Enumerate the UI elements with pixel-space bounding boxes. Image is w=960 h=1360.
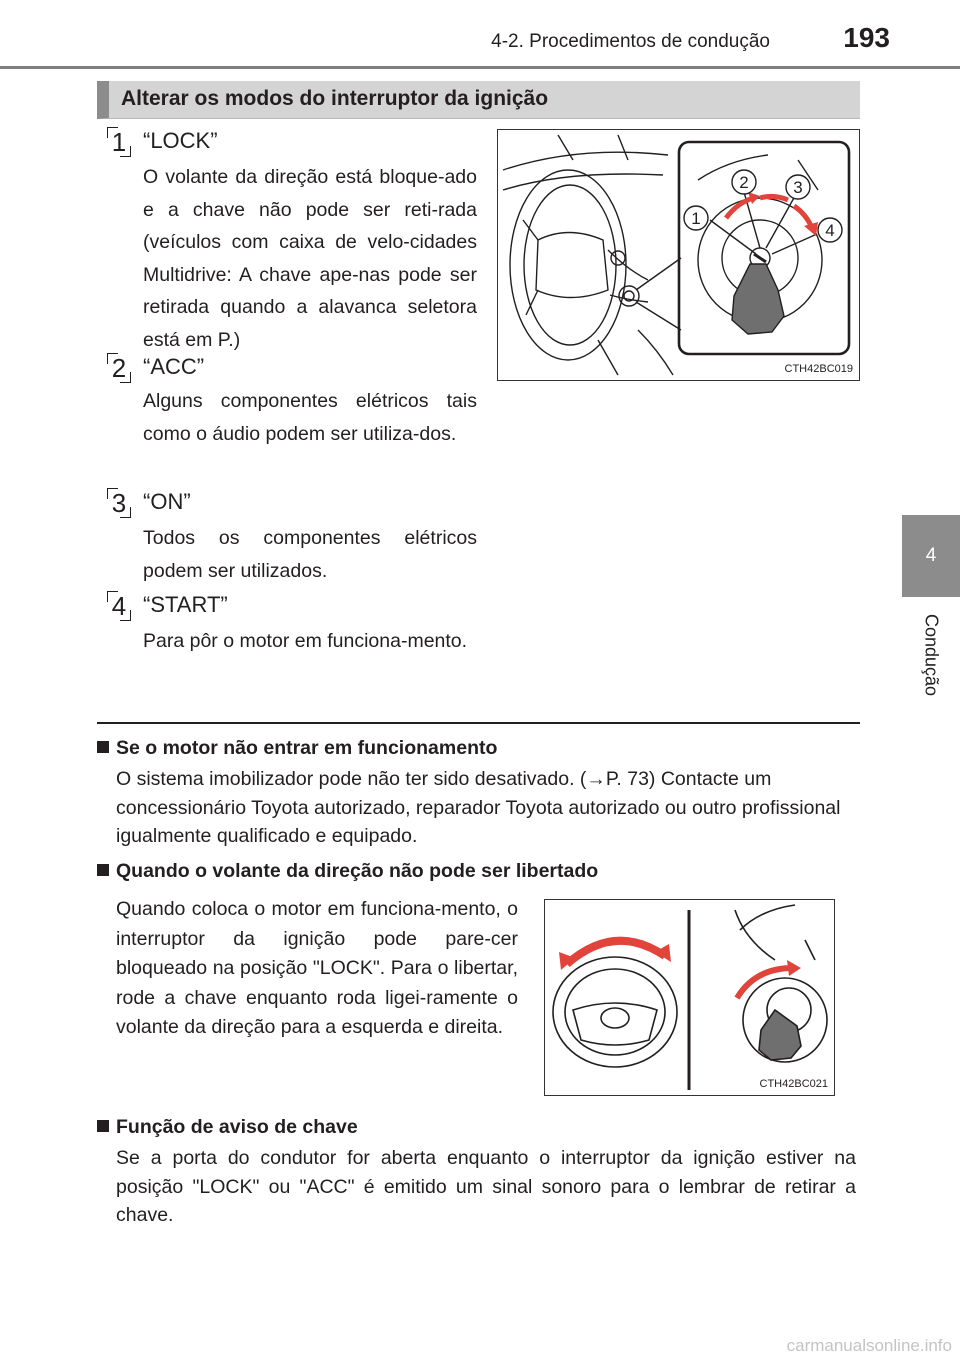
callout-4: 4 [825,221,835,240]
section-title: Alterar os modos do interruptor da ignição [121,87,549,110]
item-number-marker: 4 [107,591,131,621]
item-body-lock: O volante da direção está bloque-ado e a chave não pode ser reti-rada (veículos com caixa de velo-cidades Multidrive: A chave ape-nas pode ser retirada quando a alavanca seletora está em P.) [143,166,477,351]
note-body: Se a porta do condutor for aberta enquanto o interruptor da ignição estiver na posição "LOCK" ou "ACC" é emitido um sinal sonoro para o lembrar de retirar a chave. [116,1147,856,1226]
section-divider [97,722,860,724]
chapter-number: 4 [925,545,937,566]
note-heading [97,1116,358,1139]
chapter-label-text: Condução [921,613,942,697]
note-heading-text: Quando o volante da direção não pode ser libertado [116,860,599,882]
item-number-marker: 3 [107,488,131,518]
square-bullet-icon [97,741,109,753]
note-heading [97,737,497,760]
header-rule [0,66,960,69]
callout-3: 3 [793,178,803,197]
chapter-tab [902,515,960,597]
item-number-marker: 2 [107,353,131,383]
note-body: O sistema imobilizador pode não ter sido desativado. (→P. 73) Contacte um concessionário Toyota autorizado, reparador Toyota autorizado ou outro profissional igualmente qualificado e equipado. [116,768,841,847]
item-title-on: “ON” [143,489,191,514]
ignition-switch-figure [497,129,860,381]
item-title-lock: “LOCK” [143,128,218,153]
figure-code: CTH42BC021 [759,1078,828,1090]
note-heading [97,860,598,883]
square-bullet-icon [97,1120,109,1132]
note-heading-text: Função de aviso de chave [116,1116,358,1138]
header-section-title: 4-2. Procedimentos de condução [491,31,770,52]
square-bullet-icon [97,864,109,876]
ignition-switch-illustration [498,130,859,380]
item-body-on: Todos os componentes elétricos podem ser utilizados. [143,527,477,582]
section-heading-bar [97,81,860,119]
page-number: 193 [843,22,890,53]
note-body: Quando coloca o motor em funciona-mento, o interruptor da ignição pode pare-cer bloqueado na posição "LOCK". Para o libertar, rode a chave enquanto roda ligei-ramente o volante da direção para a esquerda e direita. [116,898,518,1038]
note-heading-text: Se o motor não entrar em funcionamento [116,737,498,759]
callout-2: 2 [739,173,749,192]
item-number-marker: 1 [107,127,131,157]
callout-1: 1 [691,209,701,228]
steering-release-illustration [545,900,834,1095]
item-body-acc: Alguns componentes elétricos tais como o áudio podem ser utiliza-dos. [143,390,477,445]
item-body-start: Para pôr o motor em funciona-mento. [143,630,468,652]
watermark: carmanualsonline.info [786,1336,952,1355]
steering-release-figure [544,899,835,1096]
item-title-acc: “ACC” [143,354,205,379]
figure-code: CTH42BC019 [784,363,853,375]
item-title-start: “START” [143,592,228,617]
